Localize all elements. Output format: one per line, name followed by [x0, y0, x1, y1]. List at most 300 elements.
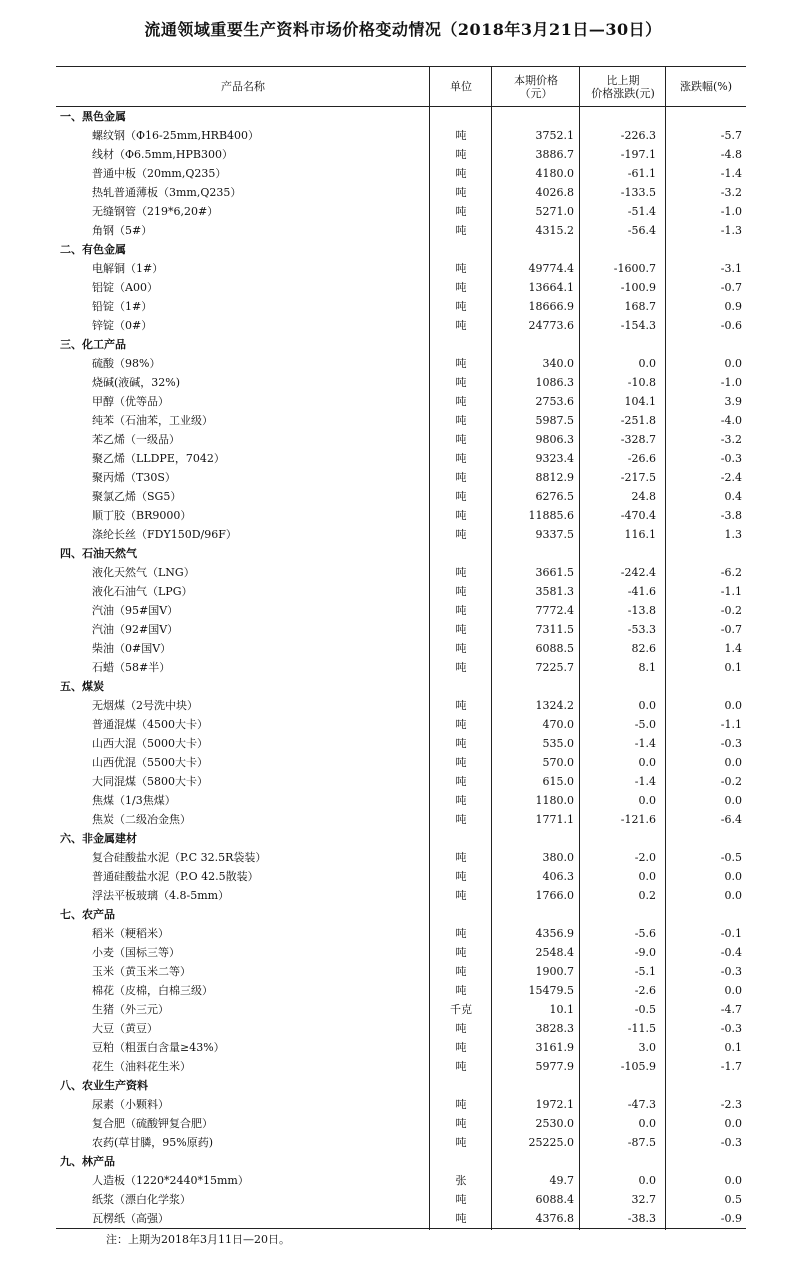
header-change: 比上期 价格涨跌(元): [591, 73, 655, 100]
pct-cell: -1.0: [720, 376, 742, 389]
product-name: 焦炭（二级冶金焦）: [92, 813, 191, 826]
table-row: [56, 791, 746, 810]
change-cell: -1.4: [634, 737, 656, 750]
change-cell: 0.0: [638, 870, 656, 883]
price-cell: 3161.9: [535, 1041, 574, 1054]
header-pct: 涨跌幅(%): [679, 80, 733, 93]
header-unit: 单位: [450, 80, 472, 93]
table-row: [56, 1038, 746, 1057]
table-row: [56, 620, 746, 639]
change-cell: -121.6: [620, 813, 656, 826]
product-name: 铝锭（A00）: [92, 281, 158, 294]
table-row: [56, 658, 746, 677]
price-cell: 5987.5: [535, 414, 574, 427]
page-title: 流通领域重要生产资料市场价格变动情况（2018年3月21日—30日）: [144, 20, 662, 39]
product-name: 柴油（0#国Ⅴ）: [92, 642, 172, 655]
unit-cell: 吨: [455, 1041, 467, 1054]
price-cell: 15479.5: [528, 984, 574, 997]
price-cell: 2548.4: [535, 946, 574, 959]
unit-cell: 吨: [455, 661, 467, 674]
table-row: [56, 924, 746, 943]
product-name: 电解铜（1#）: [92, 262, 164, 275]
change-cell: -242.4: [620, 566, 656, 579]
change-cell: -1600.7: [613, 262, 656, 275]
price-cell: 25225.0: [528, 1136, 574, 1149]
unit-cell: 吨: [455, 984, 467, 997]
header-price: 本期价格 （元）: [514, 73, 558, 100]
product-name: 普通混煤（4500大卡）: [92, 718, 208, 731]
change-cell: -2.6: [634, 984, 656, 997]
unit-cell: 吨: [455, 756, 467, 769]
price-cell: 4026.8: [535, 186, 574, 199]
category-name: 九、林产品: [60, 1155, 115, 1168]
price-cell: 380.0: [542, 851, 574, 864]
pct-cell: 0.1: [724, 661, 742, 674]
pct-cell: 3.9: [724, 395, 742, 408]
pct-cell: -0.1: [720, 927, 742, 940]
change-cell: -41.6: [627, 585, 656, 598]
table-row: [56, 259, 746, 278]
table-row: [56, 696, 746, 715]
product-name: 小麦（国标三等）: [92, 946, 180, 959]
change-cell: -56.4: [627, 224, 656, 237]
pct-cell: -3.2: [720, 433, 742, 446]
unit-cell: 吨: [455, 357, 467, 370]
price-cell: 6088.4: [535, 1193, 574, 1206]
table-row: [56, 316, 746, 335]
table-row: [56, 867, 746, 886]
table-row: [56, 753, 746, 772]
table-row: [56, 525, 746, 544]
change-cell: 24.8: [631, 490, 656, 503]
unit-cell: 吨: [455, 604, 467, 617]
unit-cell: 吨: [455, 433, 467, 446]
pct-cell: 0.0: [724, 1117, 742, 1130]
category-row: [56, 829, 746, 848]
table-row: [56, 202, 746, 221]
product-name: 螺纹钢（Φ16-25mm,HRB400）: [92, 129, 260, 142]
price-cell: 1972.1: [535, 1098, 574, 1111]
price-cell: 8812.9: [535, 471, 574, 484]
column-divider: [491, 66, 492, 1230]
price-cell: 13664.1: [528, 281, 574, 294]
change-cell: 32.7: [631, 1193, 656, 1206]
price-cell: 9806.3: [535, 433, 574, 446]
product-name: 农药(草甘膦，95%原药): [92, 1136, 214, 1149]
pct-cell: 1.4: [724, 642, 742, 655]
product-name: 液化天然气（LNG）: [92, 566, 195, 579]
change-cell: 168.7: [624, 300, 656, 313]
change-cell: 82.6: [631, 642, 656, 655]
price-cell: 3661.5: [535, 566, 574, 579]
price-cell: 3752.1: [535, 129, 574, 142]
unit-cell: 吨: [455, 699, 467, 712]
price-cell: 1771.1: [535, 813, 574, 826]
product-name: 豆粕（粗蛋白含量≥43%）: [92, 1041, 225, 1054]
table-row: [56, 373, 746, 392]
change-cell: -87.5: [627, 1136, 656, 1149]
product-name: 纸浆（漂白化学浆）: [92, 1193, 191, 1206]
table-row: [56, 962, 746, 981]
change-cell: 116.1: [624, 528, 656, 541]
table-row: [56, 601, 746, 620]
pct-cell: 0.0: [724, 984, 742, 997]
unit-cell: 千克: [450, 1003, 472, 1016]
column-divider: [579, 66, 580, 1230]
price-cell: 4376.8: [535, 1212, 574, 1225]
table-row: [56, 1133, 746, 1152]
unit-cell: 吨: [455, 1060, 467, 1073]
price-cell: 1180.0: [535, 794, 574, 807]
unit-cell: 吨: [455, 927, 467, 940]
table-row: [56, 297, 746, 316]
change-cell: -10.8: [627, 376, 656, 389]
product-name: 无缝钢管（219*6,20#）: [92, 205, 219, 218]
price-cell: 18666.9: [528, 300, 574, 313]
change-cell: 0.2: [638, 889, 656, 902]
product-name: 石蜡（58#半）: [92, 661, 171, 674]
table-row: [56, 563, 746, 582]
change-cell: -9.0: [634, 946, 656, 959]
product-name: 山西大混（5000大卡）: [92, 737, 208, 750]
change-cell: -0.5: [634, 1003, 656, 1016]
product-name: 汽油（92#国Ⅴ）: [92, 623, 179, 636]
change-cell: 8.1: [638, 661, 656, 674]
pct-cell: -0.4: [720, 946, 742, 959]
unit-cell: 吨: [455, 1212, 467, 1225]
price-cell: 1766.0: [535, 889, 574, 902]
table-row: [56, 164, 746, 183]
unit-cell: 吨: [455, 509, 467, 522]
unit-cell: 吨: [455, 1022, 467, 1035]
unit-cell: 吨: [455, 490, 467, 503]
pct-cell: -0.3: [720, 452, 742, 465]
price-cell: 7225.7: [535, 661, 574, 674]
product-name: 线材（Φ6.5mm,HPB300）: [92, 148, 233, 161]
pct-cell: 1.3: [724, 528, 742, 541]
change-cell: -38.3: [627, 1212, 656, 1225]
product-name: 玉米（黄玉米二等）: [92, 965, 191, 978]
change-cell: -470.4: [620, 509, 656, 522]
product-name: 纯苯（石油苯，工业级）: [92, 414, 213, 427]
table-row: [56, 354, 746, 373]
unit-cell: 吨: [455, 566, 467, 579]
table-row: [56, 126, 746, 145]
table-row: [56, 981, 746, 1000]
price-cell: 1086.3: [535, 376, 574, 389]
table-row: [56, 1057, 746, 1076]
pct-cell: -0.7: [720, 623, 742, 636]
price-cell: 9323.4: [535, 452, 574, 465]
unit-cell: 吨: [455, 1193, 467, 1206]
unit-cell: 吨: [455, 946, 467, 959]
product-name: 复合肥（硫酸钾复合肥）: [92, 1117, 213, 1130]
table-row: [56, 734, 746, 753]
price-cell: 6276.5: [535, 490, 574, 503]
pct-cell: 0.4: [724, 490, 742, 503]
change-cell: -100.9: [620, 281, 656, 294]
price-cell: 49774.4: [528, 262, 574, 275]
table-row: [56, 183, 746, 202]
unit-cell: 吨: [455, 281, 467, 294]
unit-cell: 吨: [455, 813, 467, 826]
change-cell: 3.0: [638, 1041, 656, 1054]
change-cell: -61.1: [627, 167, 656, 180]
product-name: 生猪（外三元）: [92, 1003, 169, 1016]
unit-cell: 吨: [455, 224, 467, 237]
table-row: [56, 1209, 746, 1228]
pct-cell: -1.7: [720, 1060, 742, 1073]
change-cell: 0.0: [638, 699, 656, 712]
change-cell: -26.6: [627, 452, 656, 465]
unit-cell: 吨: [455, 148, 467, 161]
category-name: 八、农业生产资料: [60, 1079, 148, 1092]
pct-cell: -5.7: [720, 129, 742, 142]
change-cell: -5.6: [634, 927, 656, 940]
table-row: [56, 1000, 746, 1019]
product-name: 焦煤（1/3焦煤）: [92, 794, 176, 807]
unit-cell: 吨: [455, 167, 467, 180]
pct-cell: -6.4: [720, 813, 742, 826]
price-cell: 4356.9: [535, 927, 574, 940]
price-cell: 10.1: [549, 1003, 574, 1016]
table-row: [56, 1019, 746, 1038]
unit-cell: 吨: [455, 1117, 467, 1130]
category-row: [56, 240, 746, 259]
unit-cell: 吨: [455, 870, 467, 883]
unit-cell: 吨: [455, 775, 467, 788]
price-cell: 7772.4: [535, 604, 574, 617]
price-cell: 5977.9: [535, 1060, 574, 1073]
product-name: 稻米（粳稻米）: [92, 927, 169, 940]
pct-cell: -3.8: [720, 509, 742, 522]
pct-cell: -0.3: [720, 1136, 742, 1149]
pct-cell: 0.0: [724, 1174, 742, 1187]
price-cell: 3828.3: [535, 1022, 574, 1035]
pct-cell: -4.7: [720, 1003, 742, 1016]
product-name: 聚乙烯（LLDPE，7042）: [92, 452, 225, 465]
product-name: 聚氯乙烯（SG5）: [92, 490, 182, 503]
pct-cell: -0.5: [720, 851, 742, 864]
unit-cell: 吨: [455, 319, 467, 332]
table-row: [56, 943, 746, 962]
price-cell: 1900.7: [535, 965, 574, 978]
category-row: [56, 905, 746, 924]
change-cell: -217.5: [620, 471, 656, 484]
change-cell: -5.0: [634, 718, 656, 731]
table-row: [56, 582, 746, 601]
unit-cell: 吨: [455, 737, 467, 750]
product-name: 普通中板（20mm,Q235）: [92, 167, 227, 180]
pct-cell: -1.0: [720, 205, 742, 218]
product-name: 人造板（1220*2440*15mm）: [92, 1174, 249, 1187]
change-cell: -154.3: [620, 319, 656, 332]
pct-cell: -0.6: [720, 319, 742, 332]
table-row: [56, 1171, 746, 1190]
category-row: [56, 544, 746, 563]
product-name: 甲醇（优等品）: [92, 395, 169, 408]
unit-cell: 吨: [455, 186, 467, 199]
change-cell: 0.0: [638, 1117, 656, 1130]
unit-cell: 吨: [455, 718, 467, 731]
price-cell: 5271.0: [535, 205, 574, 218]
pct-cell: -1.3: [720, 224, 742, 237]
product-name: 普通硅酸盐水泥（P.O 42.5散装）: [92, 870, 259, 883]
pct-cell: 0.0: [724, 889, 742, 902]
product-name: 聚丙烯（T30S）: [92, 471, 176, 484]
price-cell: 3581.3: [535, 585, 574, 598]
product-name: 复合硅酸盐水泥（P.C 32.5R袋装）: [92, 851, 267, 864]
table-row: [56, 487, 746, 506]
unit-cell: 吨: [455, 851, 467, 864]
pct-cell: -6.2: [720, 566, 742, 579]
change-cell: -2.0: [634, 851, 656, 864]
unit-cell: 吨: [455, 376, 467, 389]
header-name: 产品名称: [221, 80, 265, 93]
table-row: [56, 392, 746, 411]
price-cell: 2753.6: [535, 395, 574, 408]
unit-cell: 吨: [455, 129, 467, 142]
product-name: 苯乙烯（一级品）: [92, 433, 180, 446]
product-name: 棉花（皮棉，白棉三级）: [92, 984, 213, 997]
pct-cell: 0.9: [724, 300, 742, 313]
pct-cell: -2.3: [720, 1098, 742, 1111]
product-name: 液化石油气（LPG）: [92, 585, 193, 598]
price-cell: 11885.6: [528, 509, 574, 522]
change-cell: -1.4: [634, 775, 656, 788]
unit-cell: 吨: [455, 300, 467, 313]
unit-cell: 张: [455, 1174, 467, 1187]
pct-cell: 0.0: [724, 699, 742, 712]
category-name: 四、石油天然气: [60, 547, 137, 560]
price-cell: 615.0: [542, 775, 574, 788]
table-row: [56, 848, 746, 867]
unit-cell: 吨: [455, 585, 467, 598]
pct-cell: -0.9: [720, 1212, 742, 1225]
pct-cell: -0.3: [720, 965, 742, 978]
table-row: [56, 468, 746, 487]
table-body: [56, 107, 746, 1228]
category-name: 二、有色金属: [60, 243, 126, 256]
product-name: 烧碱(液碱，32%): [92, 376, 181, 389]
unit-cell: 吨: [455, 471, 467, 484]
category-name: 七、农产品: [60, 908, 115, 921]
change-cell: -133.5: [620, 186, 656, 199]
change-cell: -226.3: [620, 129, 656, 142]
change-cell: -105.9: [620, 1060, 656, 1073]
pct-cell: 0.5: [724, 1193, 742, 1206]
pct-cell: 0.0: [724, 870, 742, 883]
product-name: 顺丁胶（BR9000）: [92, 509, 192, 522]
column-divider: [665, 66, 666, 1230]
change-cell: -53.3: [627, 623, 656, 636]
category-name: 三、化工产品: [60, 338, 126, 351]
price-cell: 535.0: [542, 737, 574, 750]
change-cell: 104.1: [624, 395, 656, 408]
category-row: [56, 1076, 746, 1095]
change-cell: -328.7: [620, 433, 656, 446]
table-row: [56, 886, 746, 905]
category-name: 六、非金属建材: [60, 832, 137, 845]
price-cell: 24773.6: [528, 319, 574, 332]
price-cell: 2530.0: [535, 1117, 574, 1130]
unit-cell: 吨: [455, 395, 467, 408]
pct-cell: -1.1: [720, 718, 742, 731]
category-row: [56, 107, 746, 126]
product-name: 大同混煤（5800大卡）: [92, 775, 208, 788]
unit-cell: 吨: [455, 205, 467, 218]
table-row: [56, 772, 746, 791]
change-cell: -5.1: [634, 965, 656, 978]
price-cell: 6088.5: [535, 642, 574, 655]
change-cell: -197.1: [620, 148, 656, 161]
pct-cell: 0.0: [724, 756, 742, 769]
pct-cell: 0.1: [724, 1041, 742, 1054]
price-cell: 7311.5: [535, 623, 574, 636]
product-name: 浮法平板玻璃（4.8-5mm）: [92, 889, 230, 902]
price-cell: 3886.7: [535, 148, 574, 161]
pct-cell: 0.0: [724, 794, 742, 807]
price-cell: 470.0: [542, 718, 574, 731]
unit-cell: 吨: [455, 262, 467, 275]
column-divider: [429, 66, 430, 1230]
pct-cell: -3.1: [720, 262, 742, 275]
table-header: [56, 67, 746, 107]
table-row: [56, 145, 746, 164]
unit-cell: 吨: [455, 528, 467, 541]
pct-cell: -0.2: [720, 775, 742, 788]
change-cell: -51.4: [627, 205, 656, 218]
product-name: 锌锭（0#）: [92, 319, 153, 332]
pct-cell: -0.3: [720, 1022, 742, 1035]
pct-cell: -2.4: [720, 471, 742, 484]
table-row: [56, 1095, 746, 1114]
pct-cell: -4.8: [720, 148, 742, 161]
price-table: [56, 66, 746, 1229]
table-row: [56, 506, 746, 525]
price-cell: 4180.0: [535, 167, 574, 180]
product-name: 尿素（小颗料）: [92, 1098, 169, 1111]
price-cell: 1324.2: [535, 699, 574, 712]
table-row: [56, 715, 746, 734]
product-name: 无烟煤（2号洗中块）: [92, 699, 198, 712]
change-cell: 0.0: [638, 794, 656, 807]
change-cell: -47.3: [627, 1098, 656, 1111]
price-cell: 570.0: [542, 756, 574, 769]
change-cell: 0.0: [638, 1174, 656, 1187]
table-row: [56, 449, 746, 468]
price-cell: 49.7: [549, 1174, 574, 1187]
table-row: [56, 810, 746, 829]
product-name: 热轧普通薄板（3mm,Q235）: [92, 186, 242, 199]
unit-cell: 吨: [455, 965, 467, 978]
table-row: [56, 1114, 746, 1133]
unit-cell: 吨: [455, 889, 467, 902]
pct-cell: -0.3: [720, 737, 742, 750]
unit-cell: 吨: [455, 642, 467, 655]
pct-cell: -0.7: [720, 281, 742, 294]
product-name: 瓦楞纸（高强）: [92, 1212, 169, 1225]
change-cell: -11.5: [627, 1022, 656, 1035]
table-row: [56, 1190, 746, 1209]
table-row: [56, 411, 746, 430]
category-name: 一、黑色金属: [60, 110, 126, 123]
category-row: [56, 677, 746, 696]
table-row: [56, 278, 746, 297]
product-name: 铅锭（1#）: [92, 300, 153, 313]
pct-cell: 0.0: [724, 357, 742, 370]
change-cell: 0.0: [638, 357, 656, 370]
